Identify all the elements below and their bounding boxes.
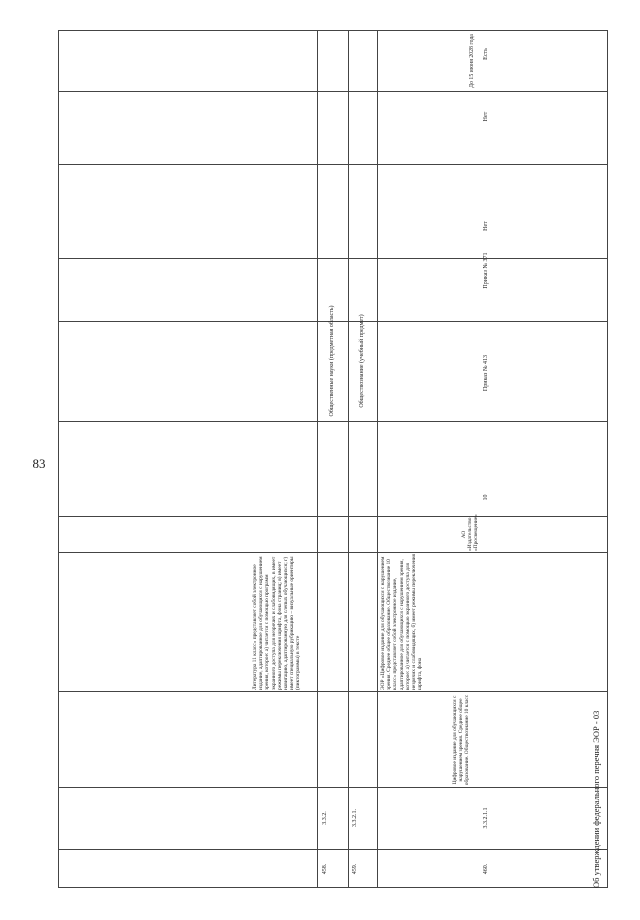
table-sheet xyxy=(58,30,608,888)
row-divider xyxy=(348,31,349,887)
row-number: 458. xyxy=(322,863,328,875)
col-b-value: Нет xyxy=(483,111,489,122)
row-code: 3.3.2. xyxy=(322,811,328,825)
column-divider xyxy=(59,849,607,850)
row-number: 460. xyxy=(483,863,489,875)
row-number: 459. xyxy=(352,863,358,875)
col-a-value: Нет xyxy=(483,221,489,231)
section-title: Обществознание (учебный предмет) xyxy=(359,314,365,408)
order-2: Приказ № 371 xyxy=(483,252,489,289)
resource-description: ЭОР «Цифровое издание для обучающихся с нарушением зрения. Среднее общее образование. Обществознание 10 класс» представляет собой электронное издание, адаптированное для обучающихся с нарушением зрения, которое: а) читается с помощью экранного доступа для незрячих и слабовидящих, б) имеет режимы переключения шрифта, фона xyxy=(380,553,424,690)
grade: 10 xyxy=(483,494,489,501)
col-c-value: Есть xyxy=(483,48,489,60)
resource-name: Цифровое издание для обучающихся с нарушением зрения. Среднее общее образование. Обществознание 10 класс xyxy=(452,694,471,786)
row-code: 3.3.2.1. xyxy=(352,809,358,827)
row-divider xyxy=(317,31,318,887)
section-title: Общественные науки (предметная область) xyxy=(329,305,335,417)
page-number: 83 xyxy=(32,456,46,471)
order-1: Приказ № 413 xyxy=(483,354,489,392)
continued-description: Литература 11 класс» представляет собой электронное издание, адаптированное для обучающихся с нарушением зрения, которое: а) читается с помощью программ экранного доступа для незрячих и слабовидящих, в имеет режимы переключения шрифта, фона страниц; в) имеет навигацию, адаптированную для слепых обучающихся; г) имеет специальную рубрикацию – визуальные ориентиры (пиктограммы) в тексте xyxy=(252,556,302,690)
column-divider xyxy=(59,787,607,788)
row-divider xyxy=(377,31,378,887)
deadline: До 15 июня 2028 года xyxy=(469,34,475,88)
footer-text: Об утверждении федерального перечня ЭОР - 03 xyxy=(591,710,601,888)
column-divider xyxy=(59,691,607,692)
publisher: АО «Издательство «Просвещение» xyxy=(461,514,480,551)
row-code: 3.3.2.1.1 xyxy=(483,807,489,829)
